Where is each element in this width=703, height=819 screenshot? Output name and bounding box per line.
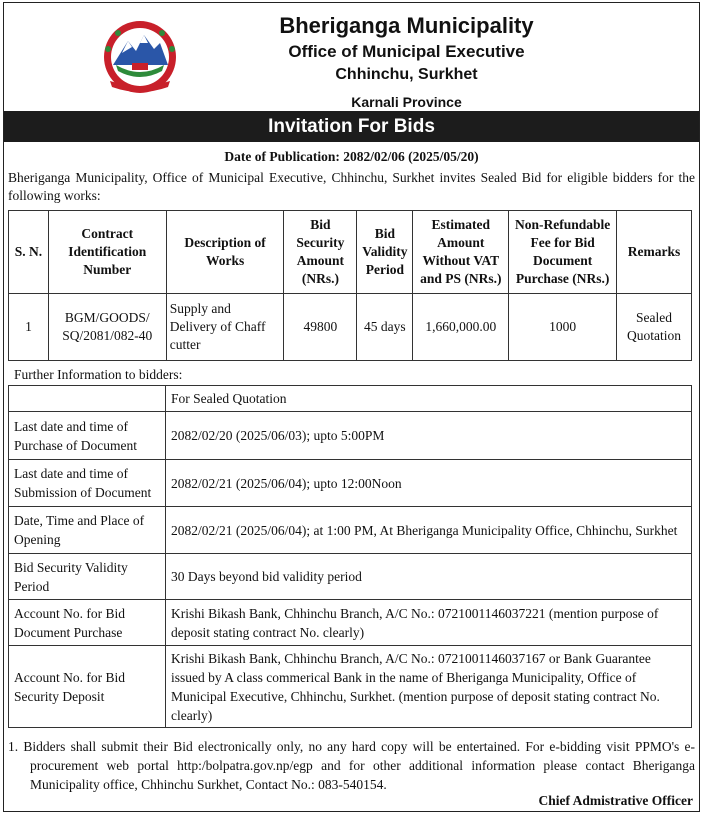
footnote: 1. Bidders shall submit their Bid electronically only, no any hard copy will be entertained. For e-bidding visit PPMO's e-procurement web portal http:/bolpatra.gov.np/egp and for other additional information please contact Bheriganga Municipality office, Chhinchu Surkhet, Contact No.: 083-540154.: [8, 739, 695, 792]
info-top-value: For Sealed Quotation: [166, 386, 692, 412]
info-label: Account No. for Bid Document Purchase: [9, 600, 166, 646]
intro-text: Bheriganga Municipality, Office of Municipal Executive, Chhinchu, Surkhet invites Sealed Bid for eligible bidders for the following works:: [8, 170, 695, 203]
signature: Chief Admistrative Officer: [538, 793, 693, 808]
location-title: Chhinchu, Surkhet: [335, 66, 478, 83]
header-description: Description of Works: [166, 211, 284, 294]
info-label: Date, Time and Place of Opening: [9, 507, 166, 554]
info-label: Last date and time of Purchase of Document: [9, 412, 166, 460]
title-block: [114, 12, 699, 112]
cell-sn: 1: [9, 294, 49, 361]
municipality-title: Bheriganga Municipality: [279, 13, 534, 38]
header-sn: S. N.: [9, 211, 49, 294]
banner-title: Invitation For Bids: [4, 111, 699, 142]
cell-validity: 45 days: [357, 294, 413, 361]
info-label: Last date and time of Submission of Document: [9, 460, 166, 507]
table-row: [9, 294, 692, 361]
office-title: Office of Municipal Executive: [288, 42, 525, 61]
notice-page: [3, 2, 700, 812]
info-row-top: [9, 386, 692, 412]
header-validity: Bid Validity Period: [357, 211, 413, 294]
bid-table: [8, 210, 692, 361]
further-info-label: Further Information to bidders:: [14, 367, 183, 382]
info-row: [9, 554, 692, 600]
info-value: Krishi Bikash Bank, Chhinchu Branch, A/C No.: 0721001146037221 (mention purpose of deposit stating contract No. clearly): [166, 600, 692, 646]
info-row: [9, 460, 692, 507]
info-value: 2082/02/20 (2025/06/03); upto 5:00PM: [166, 412, 692, 460]
header-bid-security: Bid Security Amount (NRs.): [284, 211, 357, 294]
info-value: 2082/02/21 (2025/06/04); upto 12:00Noon: [166, 460, 692, 507]
info-row: [9, 600, 692, 646]
header-contract-id: Contract Identification Number: [48, 211, 166, 294]
bid-table-header: [9, 211, 692, 294]
info-value: Krishi Bikash Bank, Chhinchu Branch, A/C No.: 0721001146037167 or Bank Guarantee issued by A class commerical Bank in the name of Bheriganga Municipality, Office of Municipal Executive, Chhinchu, Surkhet. (mention purpose of deposit stating contract No. clearly): [166, 646, 692, 728]
header-remarks: Remarks: [617, 211, 692, 294]
cell-remarks: Sealed Quotation: [617, 294, 692, 361]
info-row: [9, 412, 692, 460]
province-title: Karnali Province: [351, 94, 462, 110]
info-value: 2082/02/21 (2025/06/04); at 1:00 PM, At Bheriganga Municipality Office, Chhinchu, Surkhet: [166, 507, 692, 554]
header-estimated-amount: Estimated Amount Without VAT and PS (NRs.): [413, 211, 509, 294]
header: [4, 3, 699, 111]
info-label: Bid Security Validity Period: [9, 554, 166, 600]
publication-date: Date of Publication: 2082/02/06 (2025/05/20): [224, 149, 479, 164]
cell-estimated-amount: 1,660,000.00: [413, 294, 509, 361]
cell-description: Supply and Delivery of Chaff cutter: [166, 294, 284, 361]
info-row: [9, 507, 692, 554]
header-fee: Non-Refundable Fee for Bid Document Purchase (NRs.): [509, 211, 617, 294]
info-label: Account No. for Bid Security Deposit: [9, 646, 166, 728]
info-table: [8, 385, 692, 728]
cell-fee: 1000: [509, 294, 617, 361]
info-top-empty: [9, 386, 166, 412]
info-value: 30 Days beyond bid validity period: [166, 554, 692, 600]
cell-contract-id: BGM/GOODS/ SQ/2081/082-40: [48, 294, 166, 361]
cell-bid-security: 49800: [284, 294, 357, 361]
info-row: [9, 646, 692, 728]
